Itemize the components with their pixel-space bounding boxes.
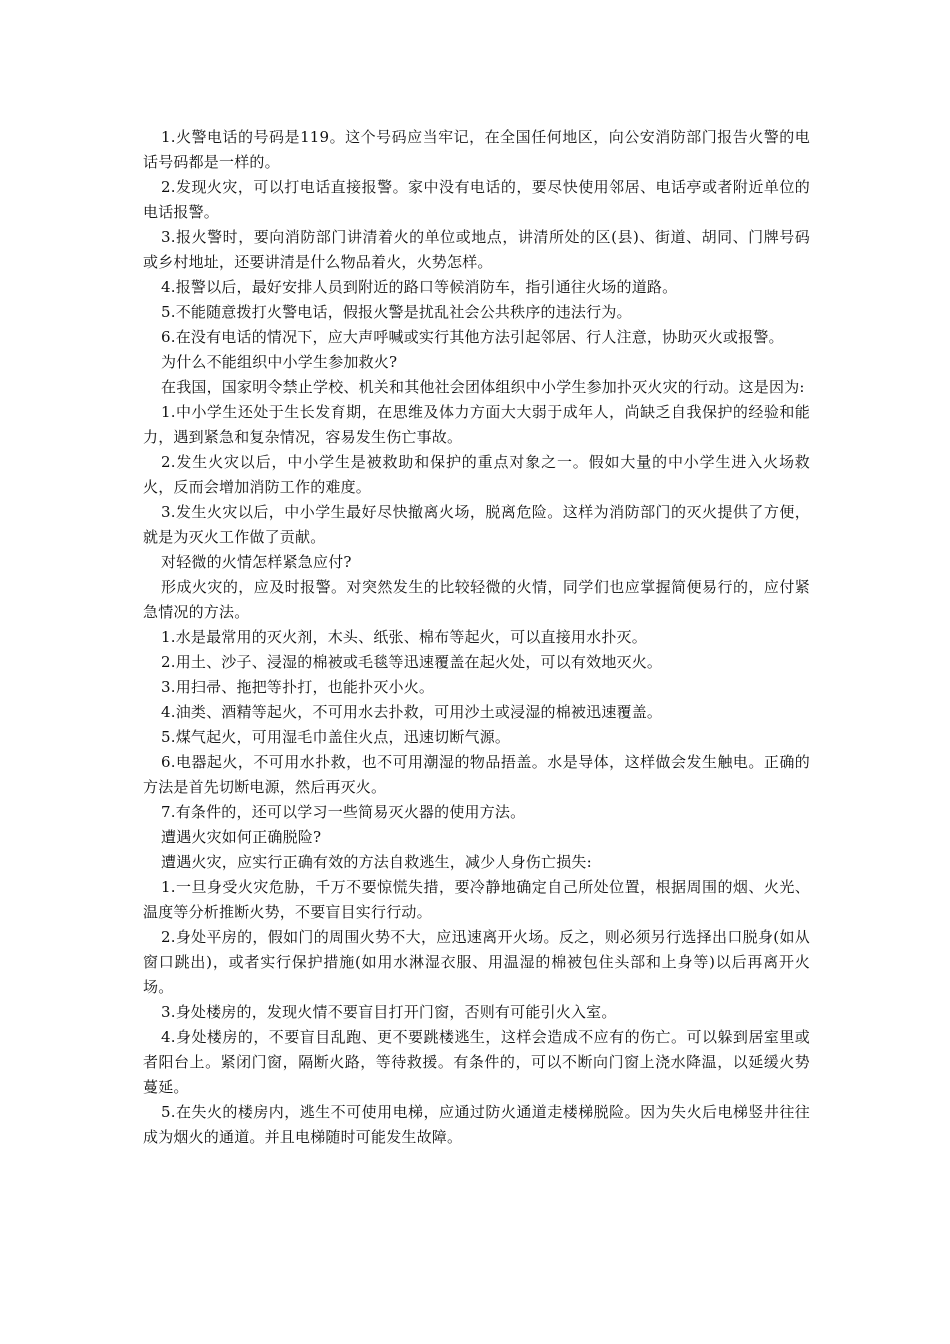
paragraph: 形成火灾的，应及时报警。对突然发生的比较轻微的火情，同学们也应掌握简便易行的，应付紧急情况的方法。	[143, 578, 810, 621]
paragraph: 1.中小学生还处于生长发育期，在思维及体力方面大大弱于成年人，尚缺乏自我保护的经验和能力，遇到紧急和复杂情况，容易发生伤亡事故。	[143, 403, 810, 446]
section-heading: 对轻微的火情怎样紧急应付?	[161, 553, 352, 571]
paragraph: 2.用土、沙子、浸湿的棉被或毛毯等迅速覆盖在起火处，可以有效地灭火。	[161, 653, 663, 671]
section-heading: 遭遇火灾如何正确脱险?	[161, 828, 322, 846]
paragraph: 2.发现火灾，可以打电话直接报警。家中没有电话的，要尽快使用邻居、电话亭或者附近单位的电话报警。	[143, 178, 810, 221]
paragraph: 3.报火警时，要向消防部门讲清着火的单位或地点，讲清所处的区(县)、街道、胡同、门牌号码或乡村地址，还要讲清是什么物品着火，火势怎样。	[143, 228, 810, 271]
paragraph: 3.发生火灾以后，中小学生最好尽快撤离火场，脱离危险。这样为消防部门的灭火提供了方便，就是为灭火工作做了贡献。	[143, 503, 810, 546]
paragraph: 4.身处楼房的，不要盲目乱跑、更不要跳楼逃生，这样会造成不应有的伤亡。可以躲到居室里或者阳台上。紧闭门窗，隔断火路，等待救援。有条件的，可以不断向门窗上浇水降温，以延缓火势蔓延。	[143, 1028, 810, 1096]
document-body	[143, 125, 810, 1150]
section-heading: 为什么不能组织中小学生参加救火?	[161, 353, 398, 371]
paragraph: 1.火警电话的号码是119。这个号码应当牢记，在全国任何地区，向公安消防部门报告火警的电话号码都是一样的。	[143, 128, 810, 171]
paragraph: 5.不能随意拨打火警电话，假报火警是扰乱社会公共秩序的违法行为。	[161, 303, 632, 321]
paragraph: 1.水是最常用的灭火剂，木头、纸张、棉布等起火，可以直接用水扑灭。	[161, 628, 647, 646]
paragraph: 3.用扫帚、拖把等扑打，也能扑灭小火。	[161, 678, 435, 696]
paragraph: 5.煤气起火，可用湿毛巾盖住火点，迅速切断气源。	[161, 728, 511, 746]
paragraph: 6.电器起火，不可用水扑救，也不可用潮湿的物品捂盖。水是导体，这样做会发生触电。正确的方法是首先切断电源，然后再灭火。	[143, 753, 810, 796]
paragraph: 4.报警以后，最好安排人员到附近的路口等候消防车，指引通往火场的道路。	[161, 278, 678, 296]
paragraph: 5.在失火的楼房内，逃生不可使用电梯，应通过防火通道走楼梯脱险。因为失火后电梯竖井往往成为烟火的通道。并且电梯随时可能发生故障。	[143, 1103, 810, 1146]
paragraph: 3.身处楼房的，发现火情不要盲目打开门窗，否则有可能引火入室。	[161, 1003, 617, 1021]
paragraph: 1.一旦身受火灾危胁，千万不要惊慌失措，要冷静地确定自己所处位置，根据周围的烟、火光、温度等分析推断火势，不要盲目实行行动。	[143, 878, 810, 921]
paragraph: 遭遇火灾，应实行正确有效的方法自救逃生，减少人身伤亡损失:	[161, 853, 592, 871]
paragraph: 6.在没有电话的情况下，应大声呼喊或实行其他方法引起邻居、行人注意，协助灭火或报警。	[161, 328, 784, 346]
paragraph: 2.身处平房的，假如门的周围火势不大，应迅速离开火场。反之，则必须另行选择出口脱身(如从窗口跳出)，或者实行保护措施(如用水淋湿衣服、用温湿的棉被包住头部和上身等)以后再离开火场。	[143, 928, 810, 996]
paragraph: 2.发生火灾以后，中小学生是被救助和保护的重点对象之一。假如大量的中小学生进入火场救火，反而会增加消防工作的难度。	[143, 453, 810, 496]
paragraph: 7.有条件的，还可以学习一些简易灭火器的使用方法。	[161, 803, 526, 821]
paragraph: 在我国，国家明令禁止学校、机关和其他社会团体组织中小学生参加扑灭火灾的行动。这是因为:	[161, 378, 805, 396]
paragraph: 4.油类、酒精等起火，不可用水去扑救，可用沙土或浸湿的棉被迅速覆盖。	[161, 703, 663, 721]
